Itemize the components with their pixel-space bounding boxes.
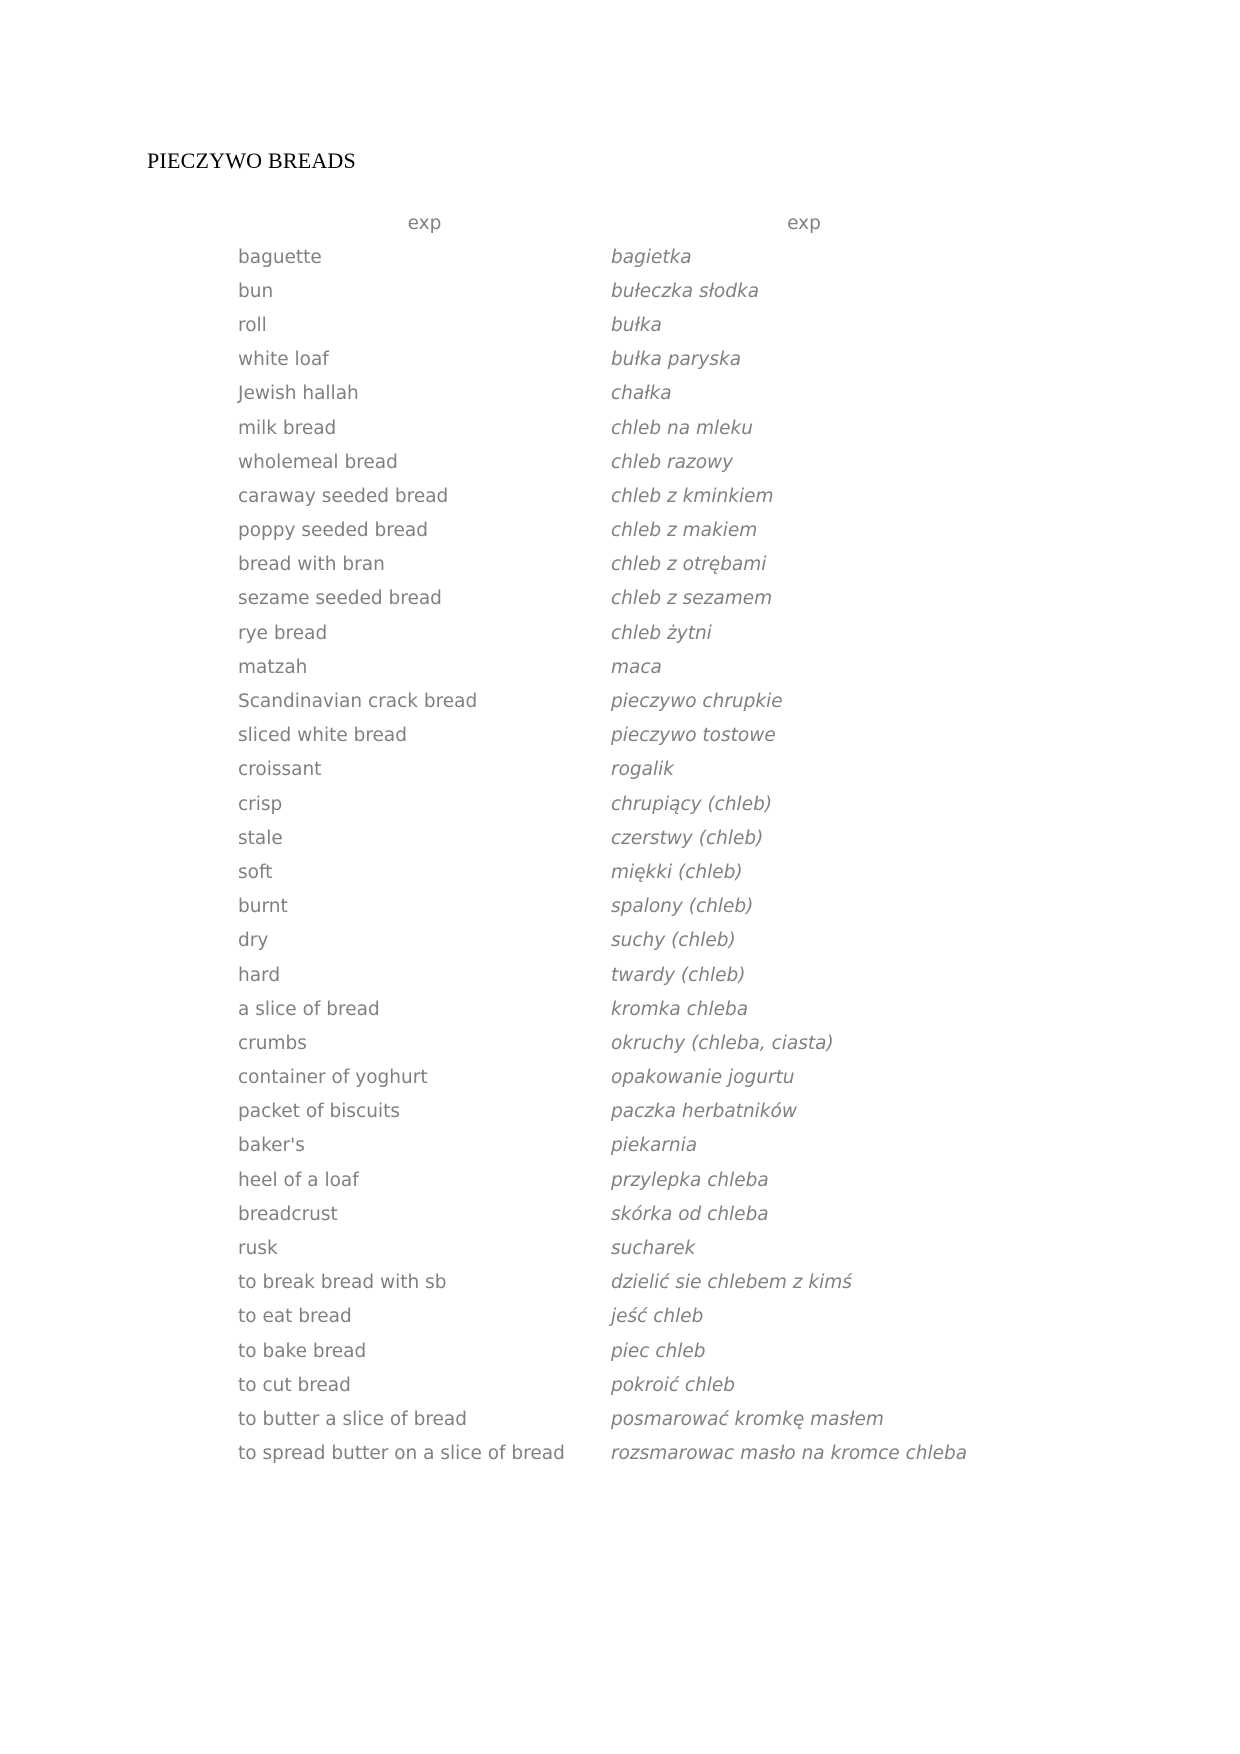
table-row [238,1129,997,1163]
english-term: baker's [238,1135,305,1157]
polish-translation: miękki (chleb) [611,861,743,883]
polish-translation: chleb z otrębami [611,554,767,576]
polish-translation: skórka od chleba [611,1203,769,1225]
table-row [238,548,997,582]
polish-translation: bagietka [611,246,692,268]
english-term: Scandinavian crack bread [238,691,478,713]
english-term: to break bread with sb [238,1272,447,1294]
polish-translation: chleb razowy [611,451,734,473]
polish-translation: twardy (chleb) [611,964,746,986]
english-term: bun [238,280,274,302]
english-term: crumbs [238,1032,307,1054]
column-header-polish: exp [787,212,821,234]
table-row [238,308,997,342]
polish-translation: pieczywo tostowe [611,725,776,747]
vocabulary-table-body [238,240,997,1471]
table-row [238,582,997,616]
polish-translation: rozsmarowac masło na kromce chleba [611,1443,968,1465]
polish-translation: przylepka chleba [611,1169,769,1191]
english-term: stale [238,827,283,849]
polish-translation: jeść chleb [611,1306,704,1328]
table-row [238,274,997,308]
english-term: sliced white bread [238,725,408,747]
polish-translation: chleb z makiem [611,520,758,542]
table-row [238,958,997,992]
polish-translation: opakowanie jogurtu [611,1067,795,1089]
polish-translation: maca [611,656,662,678]
table-row [238,1402,997,1436]
table-row [238,479,997,513]
english-term: to spread butter on a slice of bread [238,1443,565,1465]
table-row [238,684,997,718]
english-term: sezame seeded bread [238,588,442,610]
table-row [238,821,997,855]
english-term: heel of a loaf [238,1169,359,1191]
table-row [238,719,997,753]
polish-translation: chleb z sezamem [611,588,773,610]
polish-translation: pokroić chleb [611,1374,736,1396]
english-term: to butter a slice of bread [238,1408,467,1430]
english-term: milk bread [238,417,337,439]
english-term: soft [238,861,273,883]
table-row [238,1061,997,1095]
polish-translation: chleb z kminkiem [611,485,774,507]
table-row [238,787,997,821]
english-term: caraway seeded bread [238,485,449,507]
polish-translation: czerstwy (chleb) [611,827,764,849]
vocabulary-table [238,206,997,1471]
polish-translation: chrupiący (chleb) [611,793,773,815]
table-row [238,1368,997,1402]
english-term: bread with bran [238,554,385,576]
table-row [238,240,997,274]
table-row [238,514,997,548]
polish-translation: kromka chleba [611,998,749,1020]
polish-translation: spalony (chleb) [611,896,754,918]
polish-translation: pieczywo chrupkie [611,691,783,713]
polish-translation: suchy (chleb) [611,930,736,952]
english-term: to eat bread [238,1306,352,1328]
english-term: to cut bread [238,1374,351,1396]
table-row [238,1163,997,1197]
table-row [238,1334,997,1368]
table-row [238,924,997,958]
table-row [238,753,997,787]
polish-translation: chleb żytni [611,622,712,644]
table-row [238,1197,997,1231]
table-row [238,1300,997,1334]
english-term: container of yoghurt [238,1067,428,1089]
polish-translation: sucharek [611,1238,696,1260]
polish-translation: chałka [611,383,672,405]
polish-translation: dzielić sie chlebem z kimś [611,1272,852,1294]
english-term: to bake bread [238,1340,367,1362]
english-term: baguette [238,246,322,268]
table-header-row [238,206,997,240]
page-title: PIECZYWO BREADS [147,148,356,173]
english-term: packet of biscuits [238,1101,400,1123]
table-row [238,411,997,445]
polish-translation: rogalik [611,759,674,781]
english-term: burnt [238,896,288,918]
english-term: hard [238,964,281,986]
table-row [238,445,997,479]
polish-translation: okruchy (chleba, ciasta) [611,1032,834,1054]
english-term: dry [238,930,269,952]
polish-translation: bułka [611,314,662,336]
english-term: rusk [238,1238,278,1260]
english-term: a slice of bread [238,998,380,1020]
polish-translation: bułeczka słodka [611,280,760,302]
polish-translation: chleb na mleku [611,417,753,439]
table-row [238,377,997,411]
english-term: crisp [238,793,283,815]
table-row [238,855,997,889]
polish-translation: bułka paryska [611,349,742,371]
polish-translation: posmarować kromkę masłem [611,1408,884,1430]
english-term: Jewish hallah [238,383,359,405]
english-term: matzah [238,656,308,678]
table-row [238,1026,997,1060]
table-row [238,650,997,684]
polish-translation: piekarnia [611,1135,698,1157]
column-header-english: exp [407,212,442,234]
polish-translation: paczka herbatników [611,1101,797,1123]
table-row [238,1266,997,1300]
english-term: wholemeal bread [238,451,398,473]
table-row [238,1231,997,1265]
table-row [238,343,997,377]
english-term: breadcrust [238,1203,338,1225]
english-term: rye bread [238,622,328,644]
table-row [238,616,997,650]
english-term: poppy seeded bread [238,520,428,542]
table-row [238,1095,997,1129]
english-term: croissant [238,759,322,781]
english-term: roll [238,314,267,336]
table-row [238,890,997,924]
table-row [238,992,997,1026]
english-term: white loaf [238,349,329,371]
polish-translation: piec chleb [611,1340,706,1362]
table-row [238,1437,997,1471]
